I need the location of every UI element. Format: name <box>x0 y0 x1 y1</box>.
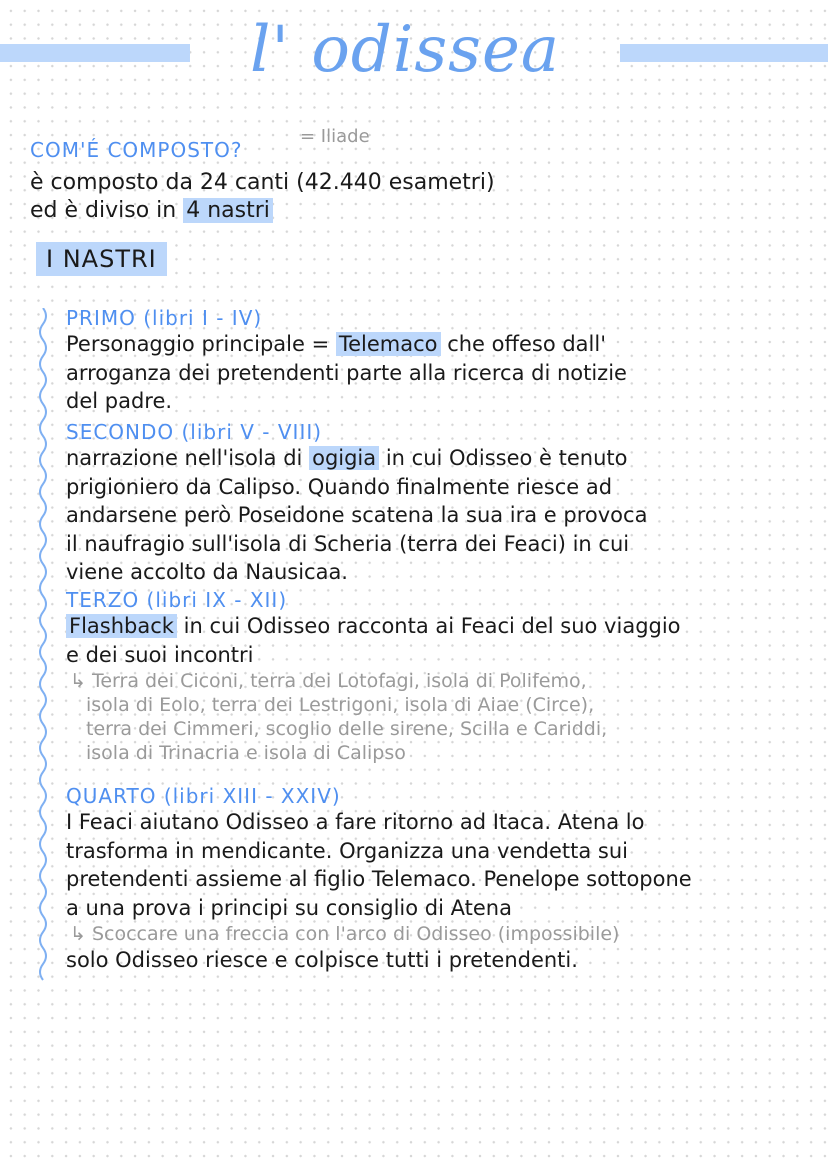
nastri-heading: I NASTRI <box>36 242 167 276</box>
secondo-line-1-prefix: narrazione nell'isola di <box>66 446 303 470</box>
secondo-line-3: andarsene però Poseidone scatena la sua ira e provoca <box>66 503 648 527</box>
composition-line-2-prefix: ed è diviso in <box>30 198 177 223</box>
terzo-line-2: e dei suoi incontri <box>66 642 254 667</box>
quarto-line-3: pretendenti assieme al figlio Telemaco. Penelope sottopone <box>66 867 692 891</box>
primo-line-3: del padre. <box>66 389 173 413</box>
secondo-line-2: prigioniero da Calipso. Quando finalmente riesce ad <box>66 474 613 499</box>
composition-highlight: 4 nastri <box>183 198 273 223</box>
quarto-line-2: trasforma in mendicante. Organizza una vendetta sui <box>66 838 628 863</box>
quarto-line-5: solo Odisseo riesce e colpisce tutti i pretendenti. <box>66 948 578 972</box>
terzo-heading: TERZO (libri IX - XII) <box>66 588 288 612</box>
terzo-sub-3: terra dei Cimmeri, scoglio delle sirene, Scilla e Cariddi, <box>86 718 608 740</box>
secondo-highlight: ogigia <box>309 446 379 470</box>
terzo-sub-2: isola di Eolo, terra dei Lestrigoni, isola di Aiae (Circe), <box>86 694 595 716</box>
composition-line-1: è composto da 24 canti (42.440 esametri) <box>30 170 495 195</box>
section-secondo <box>66 420 818 587</box>
primo-heading: PRIMO (libri I - IV) <box>66 306 263 330</box>
wavy-margin-line <box>34 308 52 988</box>
composition-line-2 <box>30 198 273 224</box>
composition-note: = Iliade <box>300 126 370 147</box>
section-quarto <box>66 784 818 975</box>
title-bar-right <box>620 44 828 62</box>
terzo-highlight: Flashback <box>66 614 177 638</box>
primo-line-1-prefix: Personaggio principale = <box>66 332 330 356</box>
section-terzo <box>66 588 818 765</box>
secondo-line-1 <box>66 444 818 473</box>
quarto-heading: QUARTO (libri XIII - XXIV) <box>66 784 341 808</box>
terzo-sub-1: ↳ Terra dei Ciconi, terra dei Lotofagi, isola di Polifemo, <box>70 670 587 692</box>
primo-line-1 <box>66 330 818 359</box>
primo-line-2: arroganza dei pretendenti parte alla ricerca di notizie <box>66 360 627 385</box>
primo-highlight: Telemaco <box>336 332 441 356</box>
section-primo <box>66 306 818 416</box>
secondo-line-1-suffix: in cui Odisseo è tenuto <box>385 446 628 470</box>
terzo-line-1 <box>66 612 818 641</box>
quarto-line-4: a una prova i principi su consiglio di Atena <box>66 895 512 920</box>
quarto-line-1: I Feaci aiutano Odisseo a fare ritorno ad Itaca. Atena lo <box>66 810 645 834</box>
quarto-sub-1: ↳ Scoccare una freccia con l'arco di Odisseo (impossibile) <box>70 923 620 945</box>
terzo-line-1-suffix: in cui Odisseo racconta ai Feaci del suo viaggio <box>183 614 681 638</box>
title-bar-left <box>0 44 190 62</box>
secondo-heading: SECONDO (libri V - VIII) <box>66 420 323 444</box>
primo-line-1-suffix: che offeso dall' <box>447 332 606 356</box>
secondo-line-4: il naufragio sull'isola di Scheria (terra dei Feaci) in cui <box>66 531 630 556</box>
terzo-sub-4: isola di Trinacria e isola di Calipso <box>86 742 406 764</box>
composition-question: COM'É COMPOSTO? <box>30 138 243 162</box>
secondo-line-5: viene accolto da Nausicaa. <box>66 560 348 584</box>
page-title: l' odissea <box>249 13 561 87</box>
